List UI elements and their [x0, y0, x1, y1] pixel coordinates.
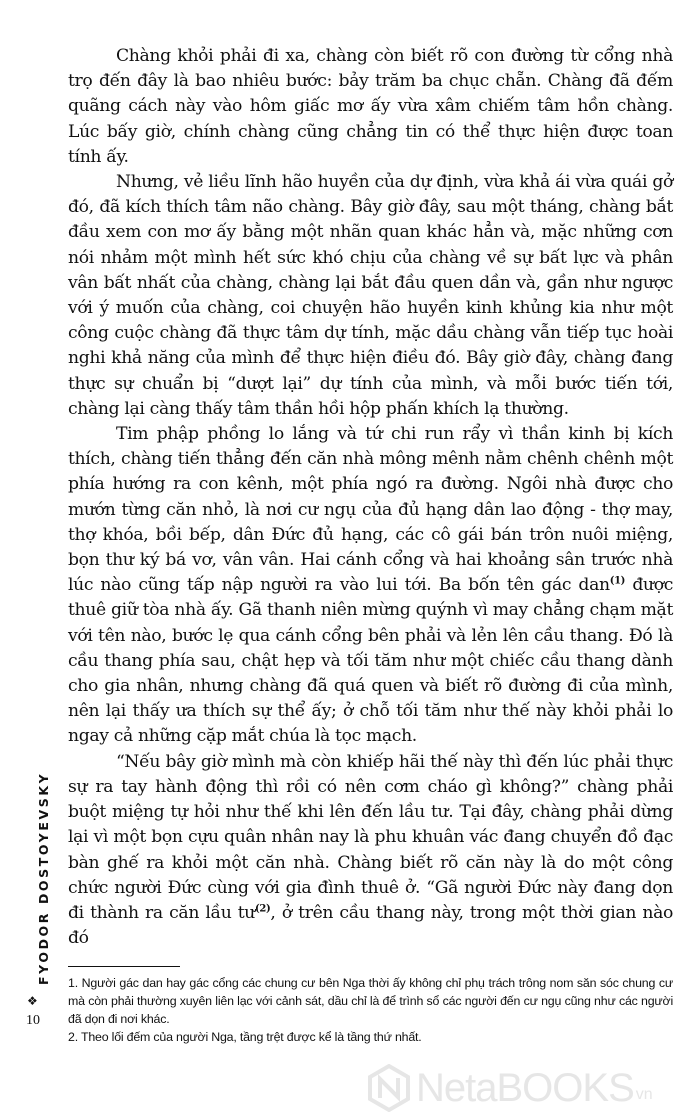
body-text: [68, 44, 673, 951]
paragraph: Nhưng, vẻ liều lĩnh hão huyền của dự định, vừa khả ái vừa quái gở đó, đã kích thích tâm não chàng. Bây giờ đây, sau một tháng, chàng bắt đầu xem con mơ ấy bằng một nhãn quan khác hẳn và, mặc những cơn nói nhảm một mình hết sức khó chịu của chàng về sự bất lực và phân vân bất nhất của chàng, chàng lại bắt đầu quen dần và, gần như ngược với ý muốn của chàng, coi chuyện hão huyền kinh khủng kia như một công cuộc chàng đã thực tâm dự tính, mặc dầu chàng vẫn tiếp tục hoài nghi khả năng của mình để thực hiện điều đó. Bây giờ đây, chàng đang thực sự chuẩn bị “dượt lại” dự tính của mình, và mỗi bước tiến tới, chàng lại càng thấy tâm thần hồi hộp phấn khích lạ thường.: [68, 172, 673, 419]
footnote-ref-1: (1): [609, 575, 626, 587]
footnote-1: 1. Người gác dan hay gác cổng các chung cư bên Nga thời ấy không chỉ phụ trách trông nom săn sóc chung cư mà còn phải thường xuyên liên lạc với cảnh sát, dầu chỉ là để trình sổ các người đến cư ngụ cũng như các người đã dọn đi nơi khác.: [68, 976, 673, 1026]
paragraph-text: “Nếu bây giờ mình mà còn khiếp hãi thế này thì đến lúc phải thực sự ra tay hành động thì rồi có nên cơm cháo gì không?” chàng phải buột miệng tự hỏi như thế khi lên đến lầu tư. Tại đây, chàng phải dừng lại vì một bọn cựu quân nhân nay là phu khuân vác đang chuyển đồ đạc bàn ghế ra khỏi một căn nhà. Chàng biết rõ căn này là do một công chức người Đức cùng với gia đình thuê ở. “Gã người Đức này đang dọn đi thành ra căn lầu tư: [68, 751, 673, 923]
paragraph-text: được thuê giữ tòa nhà ấy. Gã thanh niên mừng quýnh vì may chẳng chạm mặt với tên nào, bước lẹ qua cánh cổng bên phải và lẻn lên cầu thang. Đó là cầu thang phía sau, chật hẹp và tối tăm như một chiếc cầu thang dành cho gia nhân, nhưng chàng đã quá quen và biết rõ đường đi của mình, nên lại thấy ưa thích sự thể ấy; ở chỗ tối tăm như thế này khỏi phải lo ngay cả những cặp mắt chúa là tọc mạch.: [68, 575, 673, 747]
watermark-name: NetaBOOKS: [416, 1065, 634, 1110]
footnotes: [68, 974, 673, 1046]
page-number: 10: [26, 1013, 40, 1028]
paragraph-text: , ở trên cầu thang này, trong một thời gian nào đó: [68, 902, 673, 949]
footnote-ref-2: (2): [255, 903, 271, 915]
footnote-divider: [68, 966, 180, 967]
paragraph: [68, 750, 673, 952]
paragraph: [68, 422, 673, 750]
watermark: [368, 1064, 653, 1112]
footnote-2: 2. Theo lối đếm của người Nga, tầng trệt được kể là tầng thứ nhất.: [68, 1030, 422, 1044]
netabooks-logo-icon: [368, 1064, 410, 1112]
author-running-head: FYODOR DOSTOYEVSKY: [36, 771, 51, 985]
paragraph-text: Tim phập phồng lo lắng và tứ chi run rẩy vì thần kinh bị kích thích, chàng tiến thẳng đến căn nhà mông mênh nằm chênh chênh một phía hướng ra con kênh, một phía ngó ra đường. Ngôi nhà được cho mướn từng căn nhỏ, là nơi cư ngụ của đủ hạng dân lao động - thợ may, thợ khóa, bồi bếp, dân Đức đủ hạng, các cô gái bán trôn nuôi miệng, bọn thư ký bá vơ, vân vân. Hai cánh cổng và hai khoảng sân trước nhà lúc nào cũng tấp nập người ra vào lui tới. Ba bốn tên gác dan: [68, 424, 673, 596]
watermark-tld: vn: [635, 1086, 653, 1103]
paragraph: Chàng khỏi phải đi xa, chàng còn biết rõ con đường từ cổng nhà trọ đến đây là bao nhiêu bước: bảy trăm ba chục chẵn. Chàng đã đếm quãng cách này vào hôm giấc mơ ấy vừa xâm chiếm tâm hồn chàng. Lúc bấy giờ, chính chàng cũng chẳng tin có thể thực hiện được toan tính ấy.: [68, 46, 673, 167]
ornament-icon: ❖: [27, 994, 38, 1008]
